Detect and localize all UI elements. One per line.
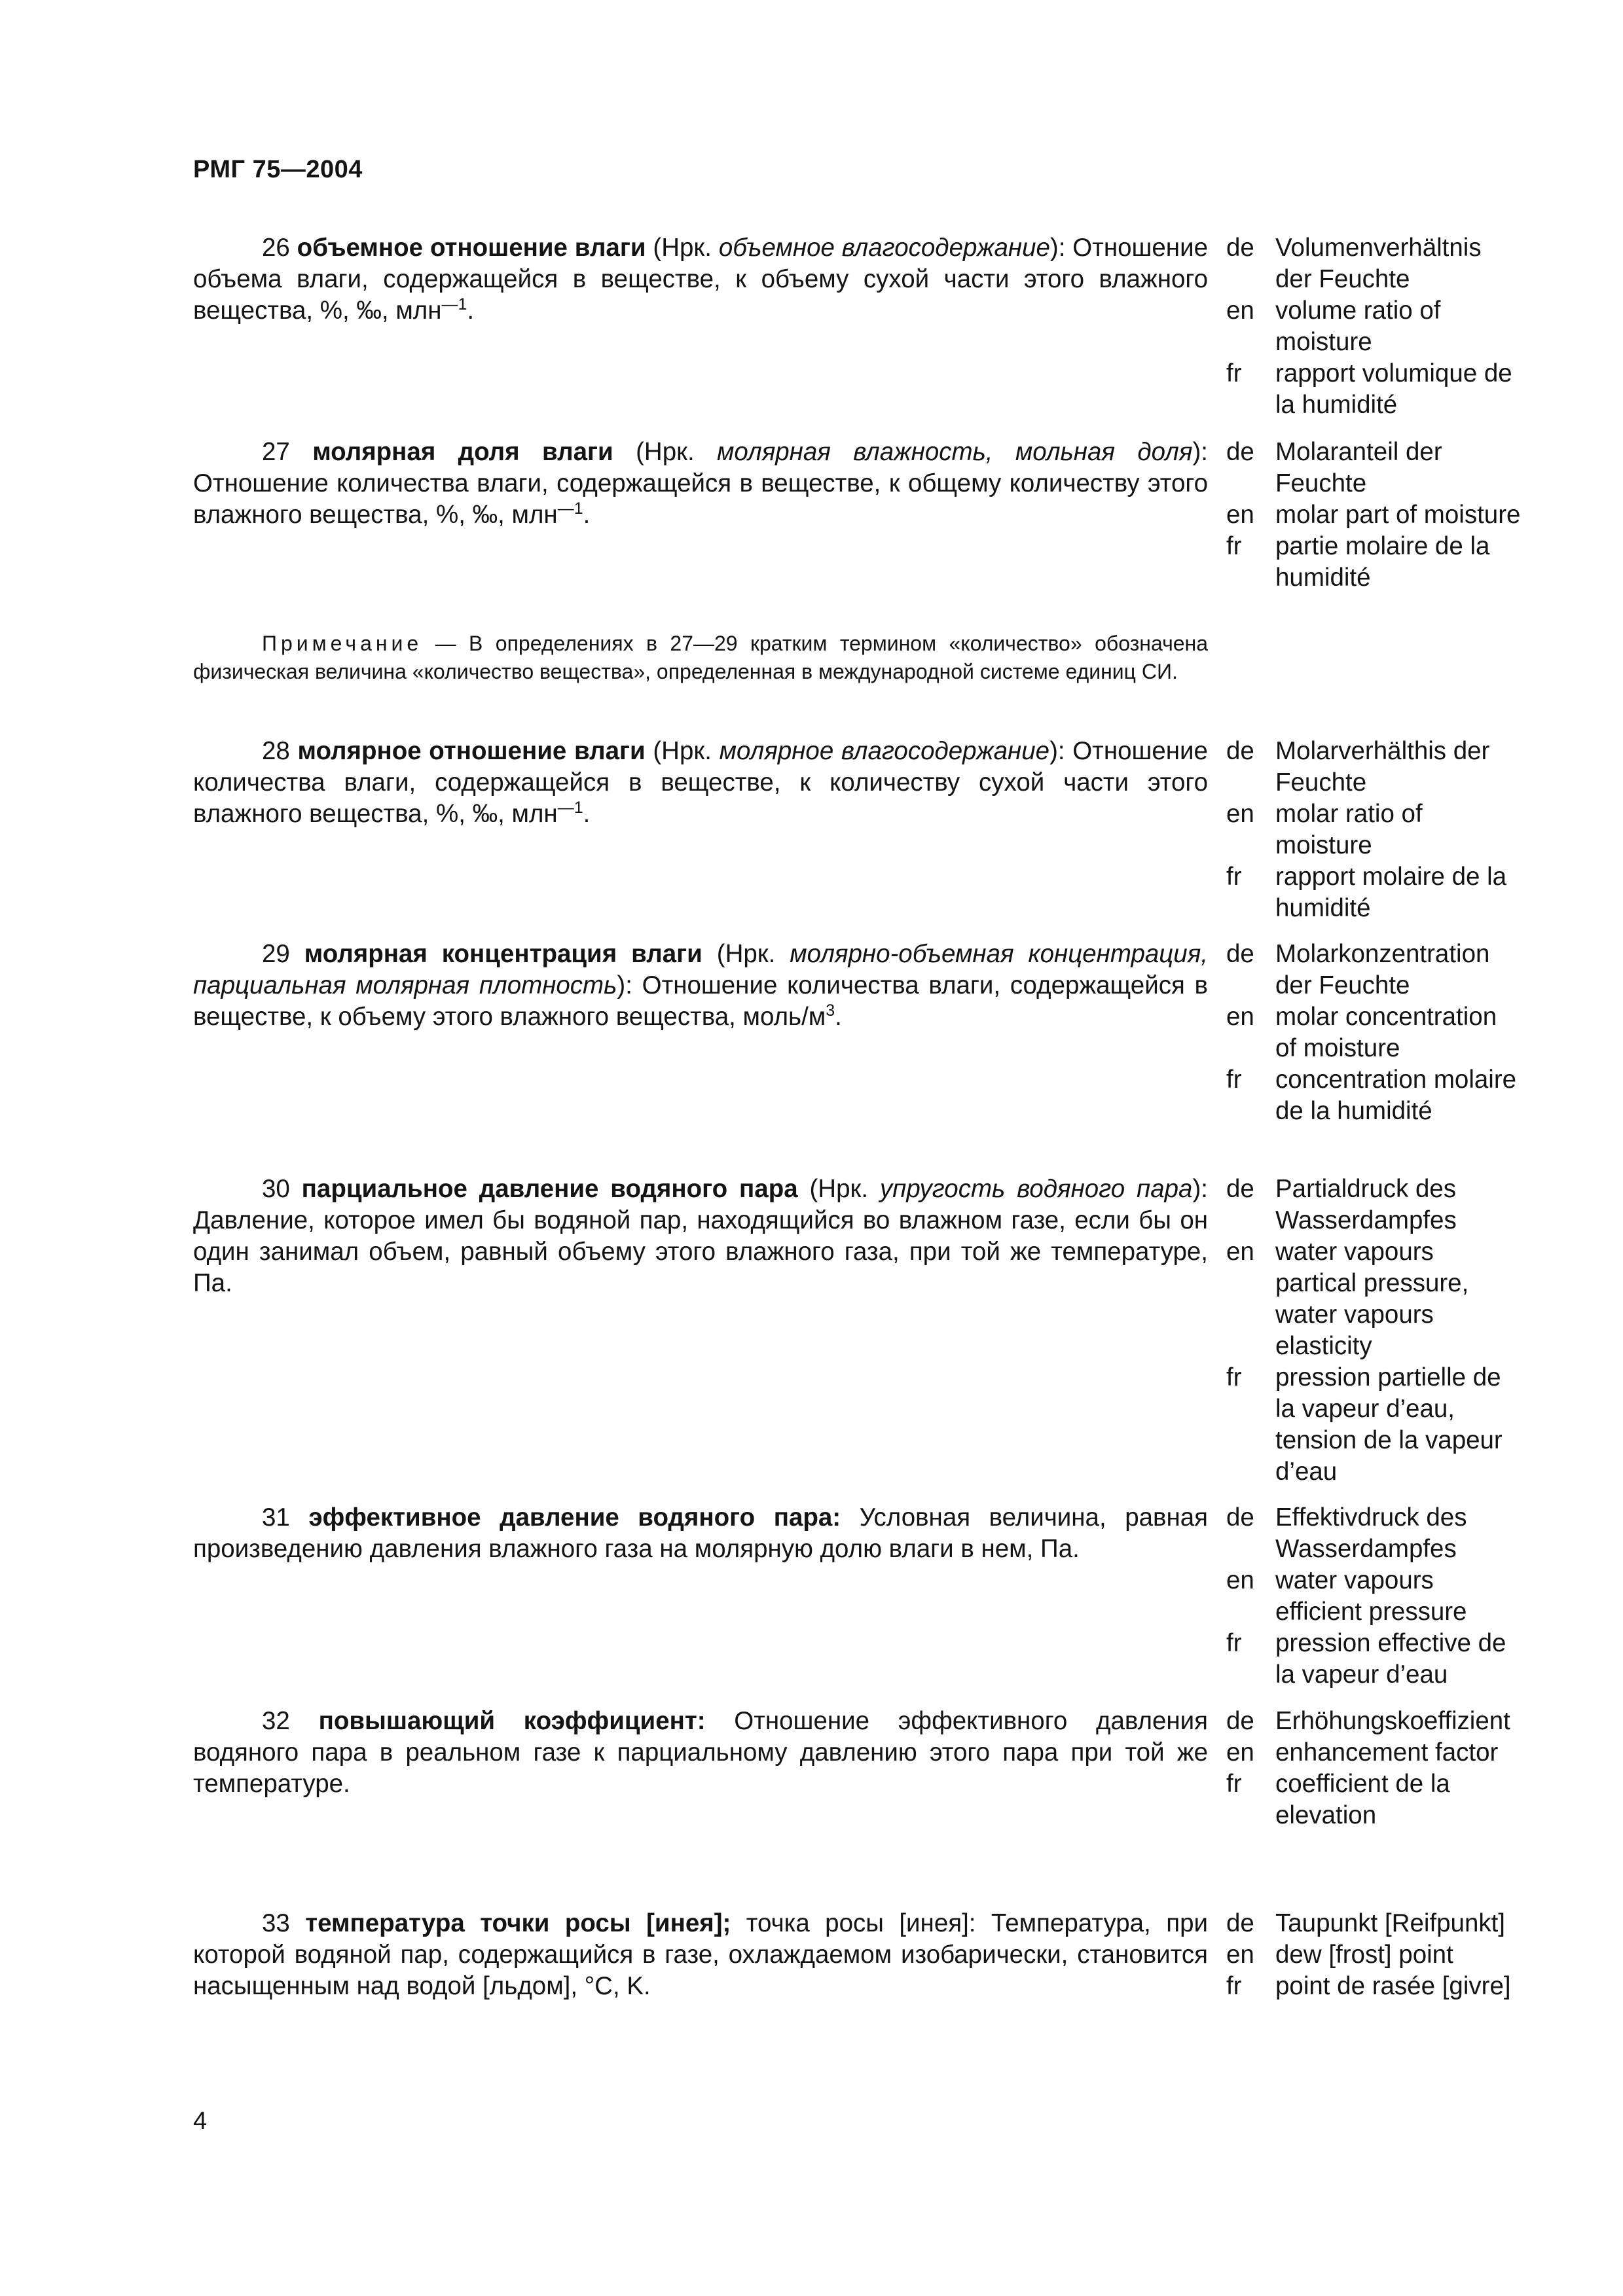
lang-code: de <box>1226 1175 1254 1203</box>
equivalent-text: rapport volumique de la humidité <box>1275 359 1512 419</box>
equivalent-text: volume ratio of moisture <box>1275 296 1441 356</box>
equivalent-de <box>1226 736 1521 798</box>
term-name: температура точки росы [инея]; <box>305 1909 731 1937</box>
equivalent-de <box>1226 939 1521 1001</box>
definition-pre: (Нрк. <box>645 737 720 765</box>
equivalent-en <box>1226 1565 1521 1628</box>
lang-code: de <box>1226 234 1254 262</box>
entry-number: 32 <box>262 1707 290 1735</box>
equivalent-de <box>1226 437 1521 499</box>
equivalent-text: Taupunkt [Reifpunkt] <box>1275 1909 1505 1937</box>
equivalent-text: Erhöhungskoeffizient <box>1275 1707 1510 1735</box>
lang-code: en <box>1226 1566 1254 1594</box>
equivalent-de <box>1226 1908 1521 1939</box>
lang-code: de <box>1226 438 1254 466</box>
equivalent-de <box>1226 232 1521 295</box>
superscript: —1 <box>557 499 583 518</box>
entry-number: 31 <box>262 1503 290 1532</box>
equivalent-en <box>1226 1001 1521 1064</box>
equivalent-en <box>1226 1939 1521 1971</box>
definition-post: ): Отношение количества влаги, содержащейся в веществе, к общему количеству этого влажного вещества, %, ‰, млн <box>193 438 1208 529</box>
definition-post: ): Отношение количества влаги, содержащейся в веществе, к объему этого влажного вещества, моль/м <box>193 971 1209 1031</box>
definition-pre: (Нрк. <box>646 234 719 262</box>
definition-pre: точка росы [инея]: Температура, при которой водяной пар, содержащийся в газе, охлаждаемом изобарически, становится насыщенным над водой [льдом], °C, K. <box>193 1909 1208 2000</box>
foreign-equivalents <box>1226 232 1521 421</box>
equivalent-text: point de rasée [givre] <box>1275 1972 1511 2000</box>
definition-tail: . <box>467 296 475 325</box>
foreign-equivalents <box>1226 1706 1521 1831</box>
note-label: Примечание <box>262 632 423 655</box>
lang-code: en <box>1226 800 1254 828</box>
lang-code: fr <box>1226 1363 1242 1391</box>
lang-code: fr <box>1226 1770 1242 1798</box>
term-name: парциальное давление водяного пара <box>301 1175 798 1203</box>
lang-code: de <box>1226 737 1254 765</box>
note-text: — В определениях в 27—29 кратким термином «количество» обозначена физическая величина «количество вещества», определенная в международной системе единиц СИ. <box>193 632 1208 683</box>
definition-text <box>193 939 1208 1033</box>
lang-code: de <box>1226 1707 1254 1735</box>
term-name: молярная концентрация влаги <box>304 940 702 968</box>
equivalent-en <box>1226 295 1521 358</box>
definition-pre: Отношение эффективного давления водяного пара в реальном газе к парциальному давлению этого пара при той же температуре. <box>193 1707 1208 1798</box>
definition-post: ): Давление, которое имел бы водяной пар, находящийся во влажном газе, если бы он один занимал объем, равный объему этого влажного газа, при той же температуре, Па. <box>193 1175 1208 1297</box>
equivalent-fr <box>1226 861 1521 924</box>
equivalent-de <box>1226 1706 1521 1737</box>
superscript: 3 <box>826 1001 835 1020</box>
equivalent-text: Volumenverhältnis der Feuchte <box>1275 234 1482 293</box>
non-recommended-term: молярная влажность, мольная доля <box>717 438 1193 466</box>
definition-text <box>193 1174 1208 1299</box>
lang-code: de <box>1226 1909 1254 1937</box>
equivalent-en <box>1226 499 1521 531</box>
entry-number: 27 <box>262 438 290 466</box>
equivalent-text: molar concentration of moisture <box>1275 1003 1497 1062</box>
definition-pre: Условная величина, равная произведению давления влажного газа на молярную долю влаги в нем, Па. <box>193 1503 1208 1563</box>
equivalent-text: enhancement factor <box>1275 1738 1499 1767</box>
equivalent-text: Molaranteil der Feuchte <box>1275 438 1442 497</box>
note-paragraph <box>193 630 1208 686</box>
non-recommended-term: упругость водяного пара <box>879 1175 1193 1203</box>
definition-pre: (Нрк. <box>702 940 790 968</box>
definition-tail: . <box>835 1003 842 1031</box>
foreign-equivalents <box>1226 1174 1521 1488</box>
term-name: повышающий коэффициент: <box>318 1707 706 1735</box>
equivalent-text: water vapours efficient pressure <box>1275 1566 1467 1626</box>
lang-code: fr <box>1226 359 1242 387</box>
definition-text <box>193 437 1208 531</box>
equivalent-fr <box>1226 1971 1521 2002</box>
equivalent-text: Effektivdruck des Wasserdampfes <box>1275 1503 1467 1563</box>
definition-text <box>193 736 1208 830</box>
lang-code: fr <box>1226 1066 1242 1094</box>
equivalent-en <box>1226 798 1521 861</box>
equivalent-text: pression effective de la vapeur d’eau <box>1275 1629 1506 1689</box>
definition-text <box>193 1706 1208 1800</box>
equivalent-en <box>1226 1236 1521 1362</box>
equivalent-en <box>1226 1737 1521 1768</box>
equivalent-de <box>1226 1174 1521 1236</box>
equivalent-text: Molarkonzentration der Feuchte <box>1275 940 1490 999</box>
entry-number: 28 <box>262 737 290 765</box>
lang-code: fr <box>1226 863 1242 891</box>
definition-text <box>193 232 1208 327</box>
equivalent-text: Molarverhälthis der Feuchte <box>1275 737 1490 797</box>
equivalent-text: dew [frost] point <box>1275 1941 1453 1969</box>
foreign-equivalents <box>1226 1502 1521 1691</box>
superscript: —1 <box>441 295 467 314</box>
definition-tail: . <box>583 800 591 828</box>
entry-number: 33 <box>262 1909 290 1937</box>
lang-code: en <box>1226 296 1254 325</box>
foreign-equivalents <box>1226 939 1521 1127</box>
term-name: молярное отношение влаги <box>297 737 646 765</box>
foreign-equivalents <box>1226 437 1521 594</box>
lang-code: fr <box>1226 532 1242 560</box>
non-recommended-term: объемное влагосодержание <box>718 234 1050 262</box>
equivalent-de <box>1226 1502 1521 1565</box>
equivalent-text: partie molaire de la humidité <box>1275 532 1490 592</box>
equivalent-text: water vapours partical pressure, water vapours elasticity <box>1275 1238 1469 1360</box>
equivalent-text: concentration molaire de la humidité <box>1275 1066 1517 1125</box>
equivalent-text: rapport molaire de la humidité <box>1275 863 1507 922</box>
non-recommended-term: молярное влагосодержание <box>719 737 1050 765</box>
non-recommended-term: молярно-объемная концентрация, парциальная молярная плотность <box>193 940 1208 999</box>
term-name: объемное отношение влаги <box>297 234 646 262</box>
equivalent-text: Partialdruck des Wasserdampfes <box>1275 1175 1457 1234</box>
lang-code: en <box>1226 1003 1254 1031</box>
term-name: эффективное давление водяного пара: <box>308 1503 841 1532</box>
lang-code: en <box>1226 1941 1254 1969</box>
definition-pre: (Нрк. <box>797 1175 880 1203</box>
lang-code: en <box>1226 501 1254 529</box>
equivalent-fr <box>1226 1768 1521 1831</box>
equivalent-text: molar ratio of moisture <box>1275 800 1423 859</box>
definition-post: ): Отношение объема влаги, содержащейся в веществе, к объему сухой части этого влажного вещества, %, ‰, млн <box>193 234 1208 325</box>
equivalent-fr <box>1226 1628 1521 1691</box>
lang-code: fr <box>1226 1972 1242 2000</box>
equivalent-text: coefficient de la elevation <box>1275 1770 1450 1829</box>
lang-code: en <box>1226 1238 1254 1266</box>
page-number: 4 <box>193 2108 208 2135</box>
equivalent-fr <box>1226 531 1521 594</box>
equivalent-text: pression partielle de la vapeur d’eau, tension de la vapeur d’eau <box>1275 1363 1503 1486</box>
definition-text <box>193 1908 1208 2002</box>
lang-code: en <box>1226 1738 1254 1767</box>
superscript: —1 <box>557 798 583 817</box>
definition-pre: (Нрк. <box>613 438 718 466</box>
definition-tail: . <box>583 501 591 529</box>
lang-code: de <box>1226 940 1254 968</box>
definition-post: ): Отношение количества влаги, содержащейся в веществе, к количеству сухой части этого влажного вещества, %, ‰, млн <box>193 737 1208 828</box>
equivalent-fr <box>1226 1362 1521 1488</box>
lang-code: de <box>1226 1503 1254 1532</box>
equivalent-fr <box>1226 1064 1521 1127</box>
equivalent-text: molar part of moisture <box>1275 501 1521 529</box>
foreign-equivalents <box>1226 736 1521 924</box>
foreign-equivalents <box>1226 1908 1521 2002</box>
definition-text <box>193 1502 1208 1565</box>
entry-number: 29 <box>262 940 290 968</box>
document-code: РМГ 75—2004 <box>193 156 363 183</box>
term-name: молярная доля влаги <box>312 438 613 466</box>
lang-code: fr <box>1226 1629 1242 1657</box>
entry-number: 26 <box>262 234 290 262</box>
equivalent-fr <box>1226 358 1521 421</box>
entry-number: 30 <box>262 1175 290 1203</box>
